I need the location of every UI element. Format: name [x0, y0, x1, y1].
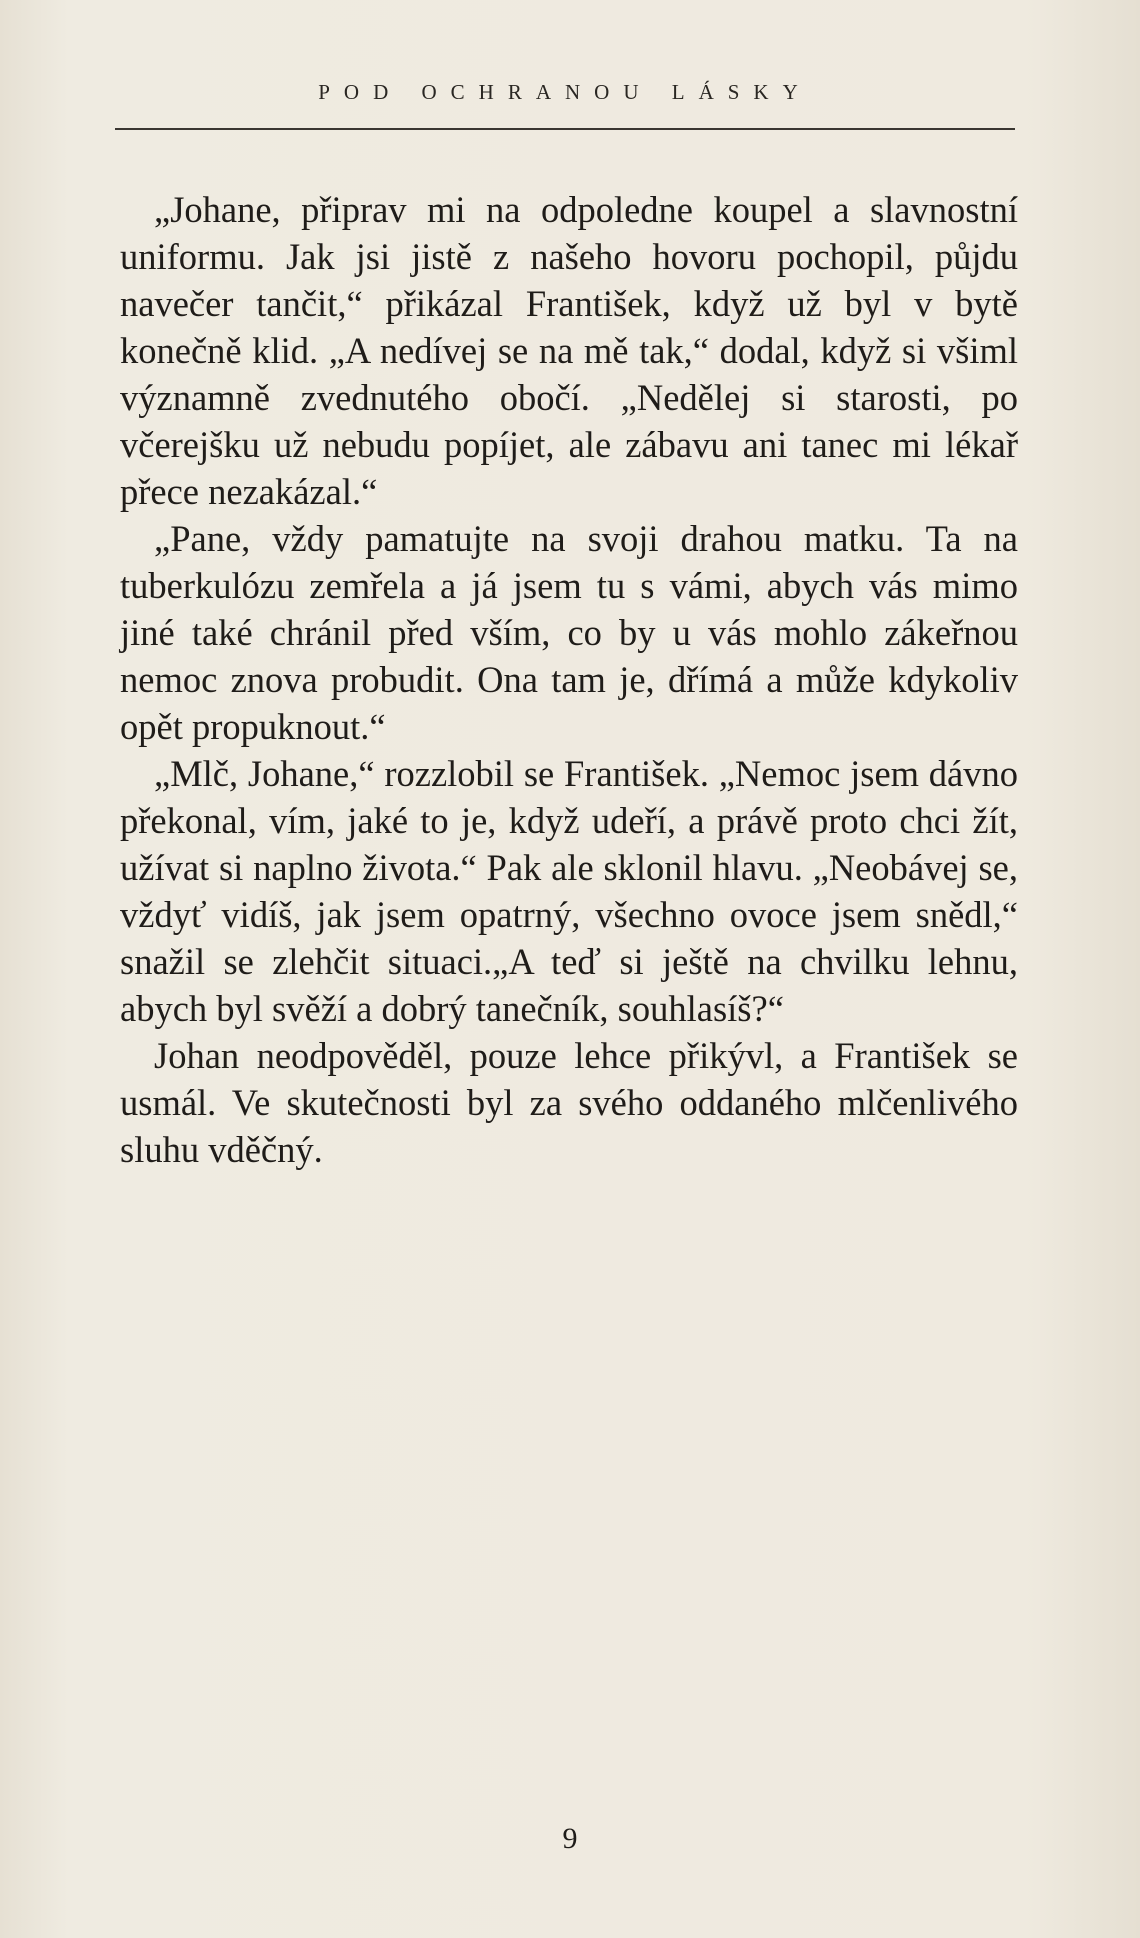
- paragraph: „Pane, vždy pamatujte na svoji drahou matku. Ta na tuberkulózu zemřela a já jsem tu s vámi, abych vás mimo jiné také chránil před vším, co by u vás mohlo zákeřnou nemoc znova probudit. Ona tam je, dřímá a může kdykoliv opět propuknout.“: [120, 518, 1018, 747]
- paragraph: „Johane, připrav mi na odpoledne koupel a slavnostní uniformu. Jak jsi jistě z našeho hovoru pochopil, půjdu navečer tančit,“ přikázal František, když už byl v bytě konečně klid. „A nedívej se na mě tak,“ dodal, když si všiml významně zvednutého obočí. „Nedělej si starosti, po včerejšku už nebudu popíjet, ale zábavu ani tanec mi lékař přece nezakázal.“: [120, 189, 1018, 512]
- page-number: 9: [562, 1822, 578, 1855]
- paragraph: Johan neodpověděl, pouze lehce přikývl, a František se usmál. Ve skutečnosti byl za svého oddaného mlčenlivého sluhu vděčný.: [120, 1035, 1018, 1170]
- paragraph: „Mlč, Johane,“ rozzlobil se František. „Nemoc jsem dávno překonal, vím, jaké to je, když udeří, a právě proto chci žít, užívat si naplno života.“ Pak ale sklonil hlavu. „Neobávej se, vždyť vidíš, jak jsem opatrný, všechno ovoce jsem snědl,“ snažil se zlehčit situaci.„A teď si ještě na chvilku lehnu, abych byl svěží a dobrý tanečník, souhlasíš?“: [120, 753, 1018, 1029]
- body-text: [120, 186, 1018, 1173]
- running-head: POD OCHRANOU LÁSKY: [318, 80, 812, 104]
- header-rule: [115, 128, 1015, 130]
